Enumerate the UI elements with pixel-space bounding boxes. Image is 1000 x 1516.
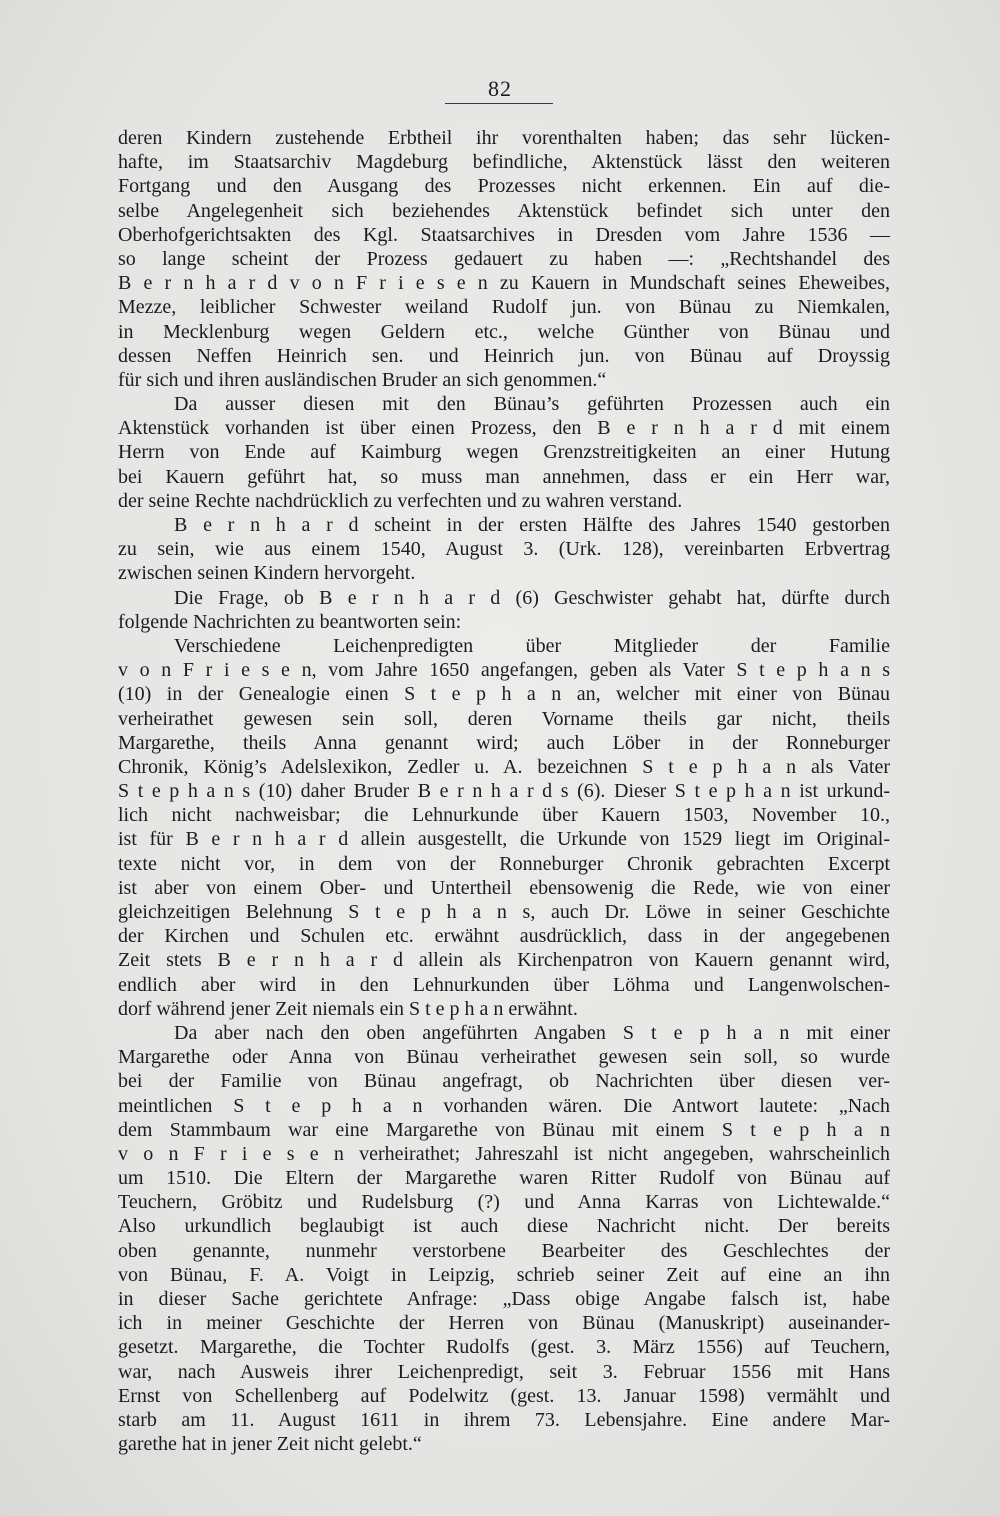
text-line: texte nicht vor, in dem von der Ronneburger Chronik gebrachten Excerpt: [118, 852, 890, 875]
text-line: gleichzeitigen Belehnung S t e p h a n s, auch Dr. Löwe in seiner Geschichte: [118, 901, 890, 923]
text-line: bei der Familie von Bünau angefragt, ob Nachrichten über diesen ver-: [118, 1070, 890, 1093]
text-line: Aktenstück vorhanden ist über einen Prozess, den B e r n h a r d mit einem: [118, 417, 890, 440]
text-line: Margarethe, theils Anna genannt wird; auch Löber in der Ronneburger: [118, 731, 890, 754]
text-line: von Bünau, F. A. Voigt in Leipzig, schrieb seiner Zeit auf eine an ihn: [118, 1263, 890, 1286]
text-line: Oberhofgerichtsakten des Kgl. Staatsarchives in Dresden vom Jahre 1536 —: [118, 223, 890, 246]
text-line: S t e p h a n s (10) daher Bruder B e r n h a r d s (6). Dieser S t e p h a n ist urkund-: [118, 780, 890, 803]
text-line: um 1510. Die Eltern der Margarethe waren Ritter Rudolf von Bünau auf: [118, 1167, 890, 1190]
text-line: in dieser Sache gerichtete Anfrage: „Dass obige Angabe falsch ist, habe: [118, 1288, 890, 1310]
text-line: gesetzt. Margarethe, die Tochter Rudolfs (gest. 3. März 1556) auf Teuchern,: [118, 1336, 890, 1359]
text-line: Mezze, leiblicher Schwester weiland Rudolf jun. von Bünau zu Niemkalen,: [118, 296, 890, 319]
text-line: Zeit stets B e r n h a r d allein als Kirchenpatron von Kauern genannt wird,: [118, 949, 890, 972]
text-line: der seine Rechte nachdrücklich zu verfechten und zu wahren verstand.: [118, 489, 683, 512]
text-line: Margarethe oder Anna von Bünau verheirathet gewesen sein soll, so wurde: [118, 1046, 890, 1069]
text-line: zu sein, wie aus einem 1540, August 3. (Urk. 128), vereinbarten Erbvertrag: [118, 538, 890, 561]
text-line: Herrn von Ende auf Kaimburg wegen Grenzstreitigkeiten an einer Hutung: [118, 441, 890, 464]
text-line: für sich und ihren ausländischen Bruder an sich genommen.“: [118, 368, 607, 391]
text-line: folgende Nachrichten zu beantworten sein:: [118, 610, 462, 633]
text-line: ich in meiner Geschichte der Herren von Bünau (Manuskript) auseinander-: [118, 1312, 890, 1335]
text-line: Chronik, König’s Adelslexikon, Zedler u. A. bezeichnen S t e p h a n als Vater: [118, 755, 890, 778]
text-line: starb am 11. August 1611 in ihrem 73. Lebensjahre. Eine andere Mar-: [118, 1408, 890, 1431]
text-line: in Mecklenburg wegen Geldern etc., welche Günther von Bünau und: [118, 320, 890, 343]
text-line: Teuchern, Gröbitz und Rudelsburg (?) und Anna Karras von Lichtewalde.“: [118, 1191, 890, 1214]
text-line: Da ausser diesen mit den Bünau’s geführten Prozessen auch ein: [174, 393, 890, 416]
text-line: deren Kindern zustehende Erbtheil ihr vorenthalten haben; das sehr lücken-: [118, 127, 890, 149]
text-line: hafte, im Staatsarchiv Magdeburg befindliche, Aktenstück lässt den weiteren: [118, 151, 890, 174]
text-line: war, nach Ausweis ihrer Leichenpredigt, seit 3. Februar 1556 mit Hans: [118, 1360, 890, 1383]
text-line: dem Stammbaum war eine Margarethe von Bünau mit einem S t e p h a n: [118, 1118, 890, 1141]
text-line: v o n F r i e s e n, vom Jahre 1650 angefangen, geben als Vater S t e p h a n s: [118, 659, 890, 682]
text-line: B e r n h a r d scheint in der ersten Hälfte des Jahres 1540 gestorben: [174, 514, 890, 536]
text-line: Ernst von Schellenberg auf Podelwitz (gest. 13. Januar 1598) vermählt und: [118, 1384, 890, 1407]
text-line: Die Frage, ob B e r n h a r d (6) Geschwister gehabt hat, dürfte durch: [174, 586, 890, 609]
text-line: Da aber nach den oben angeführten Angaben S t e p h a n mit einer: [174, 1021, 890, 1044]
text-line: oben genannte, nunmehr verstorbene Bearbeiter des Geschlechtes der: [118, 1239, 890, 1262]
body-text: [118, 126, 890, 1456]
text-line: ist aber von einem Ober- und Untertheil ebensowenig die Rede, wie von einer: [118, 876, 890, 899]
text-line: Also urkundlich beglaubigt ist auch diese Nachricht nicht. Der bereits: [118, 1215, 890, 1238]
text-line: ist für B e r n h a r d allein ausgestellt, die Urkunde von 1529 liegt im Original-: [118, 828, 890, 851]
text-line: der Kirchen und Schulen etc. erwähnt ausdrücklich, dass in der angegebenen: [118, 925, 890, 948]
text-line: garethe hat in jener Zeit nicht gelebt.“: [118, 1433, 422, 1456]
text-line: dorf während jener Zeit niemals ein S t e p h a n erwähnt.: [118, 997, 578, 1020]
text-line: lich nicht nachweisbar; die Lehnurkunde über Kauern 1503, November 10.,: [118, 804, 890, 827]
text-line: (10) in der Genealogie einen S t e p h a n an, welcher mit einer von Bünau: [118, 683, 890, 706]
text-line: selbe Angelegenheit sich beziehendes Aktenstück befindet sich unter den: [118, 199, 890, 222]
page-number: 82: [488, 76, 512, 101]
text-line: so lange scheint der Prozess gedauert zu haben —: „Rechtshandel des: [118, 247, 890, 270]
text-line: meintlichen S t e p h a n vorhanden wären. Die Antwort lautete: „Nach: [118, 1094, 890, 1117]
text-line: dessen Neffen Heinrich sen. und Heinrich jun. von Bünau auf Droyssig: [118, 344, 890, 367]
text-line: verheirathet gewesen sein soll, deren Vorname theils gar nicht, theils: [118, 707, 890, 730]
text-line: Fortgang und den Ausgang des Prozesses nicht erkennen. Ein auf die-: [118, 175, 890, 198]
text-line: Verschiedene Leichenpredigten über Mitglieder der Familie: [174, 634, 890, 657]
text-line: v o n F r i e s e n verheirathet; Jahreszahl ist nicht angegeben, wahrscheinlich: [118, 1142, 890, 1165]
text-line: endlich aber wird in den Lehnurkunden über Löhma und Langenwolschen-: [118, 973, 890, 996]
page-number-rule: [445, 103, 553, 104]
text-line: B e r n h a r d v o n F r i e s e n zu Kauern in Mundschaft seines Eheweibes,: [118, 272, 890, 295]
text-line: zwischen seinen Kindern hervorgeht.: [118, 562, 416, 585]
text-line: bei Kauern geführt hat, so muss man annehmen, dass er ein Herr war,: [118, 465, 890, 488]
